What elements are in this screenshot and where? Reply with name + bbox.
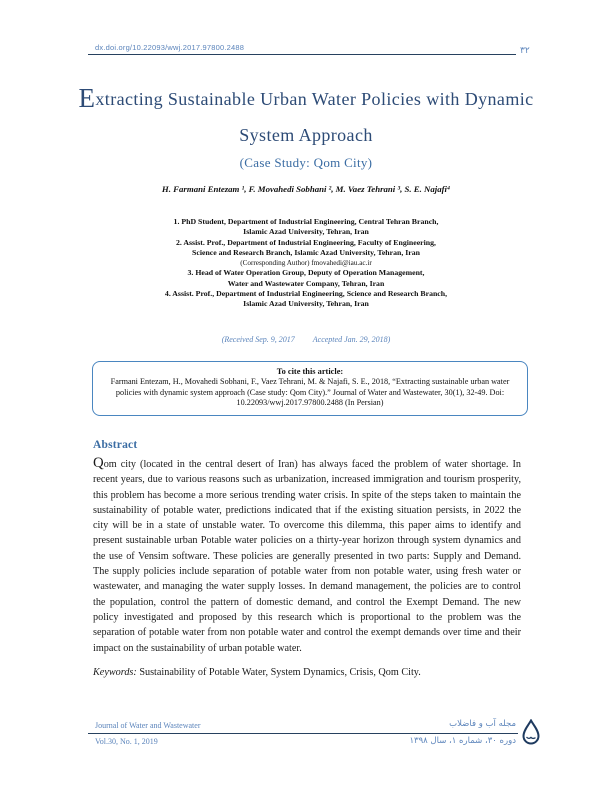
- keywords-text: Sustainability of Potable Water, System Dynamics, Crisis, Qom City.: [139, 666, 421, 678]
- affiliation-line: 1. PhD Student, Department of Industrial Engineering, Central Tehran Branch,: [173, 217, 439, 226]
- keywords: [93, 667, 521, 678]
- title-line2: System Approach: [239, 125, 373, 145]
- affiliation-line: 2. Assist. Prof., Department of Industrial Engineering, Faculty of Engineering,: [176, 237, 436, 247]
- footer-issue-en: Vol.30, No. 1, 2019: [95, 737, 158, 746]
- abstract-heading: Abstract: [93, 439, 138, 451]
- cite-heading: To cite this article:: [276, 367, 344, 376]
- affiliation-line: Islamic Azad University, Tehran, Iran: [243, 299, 369, 309]
- received-date: (Received Sep. 9, 2017: [221, 335, 295, 344]
- title-line1-text: xtracting Sustainable Urban Water Policies with Dynamic: [95, 89, 534, 109]
- journal-logo: [521, 719, 541, 751]
- abstract-dropcap: Q: [93, 455, 104, 471]
- case-study-subtitle: (Case Study: Qom City): [239, 155, 373, 170]
- authors-line: H. Farmani Entezam ¹, F. Movahedi Sobhani ², M. Vaez Tehrani ³, S. E. Najafi⁴: [161, 184, 451, 194]
- affiliation-line: Islamic Azad University, Tehran, Iran: [243, 227, 369, 237]
- received-accepted: [60, 335, 552, 344]
- footer-journal-fa: مجله آب و فاضلاب: [449, 719, 516, 729]
- footer-issue-fa: دوره ۳۰، شماره ۱، سال ۱۳۹۸: [409, 736, 516, 746]
- citation-box: [92, 361, 528, 416]
- doi-link[interactable]: dx.doi.org/10.22093/wwj.2017.97800.2488: [95, 43, 245, 52]
- paper-title: [60, 83, 552, 146]
- cite-body: Farmani Entezam, H., Movahedi Sobhani, F., Vaez Tehrani, M. & Najafi, S. E., 2018, “Extracting sustainable urban water policies with dynamic system approach (Case study: Qom City).” Journal of Water and Wastewater, 30(1), 32-49. Doi: 10.22093/wwj.2017.97800.2488 (In Persian): [110, 377, 510, 408]
- affiliation-line: 4. Assist. Prof., Department of Industrial Engineering, Science and Research Branch,: [164, 289, 448, 299]
- affiliation-line: (Corresponding Author) fmovahedi@iau.ac.ir: [240, 259, 372, 268]
- affiliation-line: Science and Research Branch, Islamic Azad University, Tehran, Iran: [192, 247, 420, 257]
- keywords-label: Keywords:: [93, 666, 137, 678]
- affiliations: [60, 217, 552, 310]
- page-number: ۳۲: [520, 45, 530, 55]
- header-rule: [88, 54, 516, 55]
- footer-rule: [88, 733, 518, 734]
- accepted-date: Accepted Jan. 29, 2018): [312, 335, 391, 344]
- footer-journal-en: Journal of Water and Wastewater: [95, 721, 201, 730]
- abstract-text: [93, 457, 521, 656]
- title-dropcap: E: [78, 83, 96, 113]
- abstract-section: [93, 439, 521, 678]
- title-line1: [60, 83, 552, 113]
- abstract-body-text: om city (located in the central desert of Iran) has always faced the problem of water shortage. In recent years, due to various reasons such as urbanization, increased immigration and tourism prosperity, this problem has become a more serious trending water crisis. In spite of the steps taken to maintain the sustainability of potable water, predictions indicated that if the existing situation persists, in 2022 the city will be in a state of unstable water. To overcome this dilemma, this paper aims to identify and present sustainable urban Potable water policies on a thirty-year horizon through system dynamics and the use of Vensim software. These policies are generally presented in two parts: Supply and Demand. The supply policies include separation of potable water from non potable water, using fresh water or wastewater, and managing the water supply losses. In demand management, the policies are to control the population, control the pattern of domestic demand, and control the Exempt Demand. The new policy investigated and proposed by this research which is proportional to the problem was the separation of potable water from non potable water and control the exempt demands over time and their impact on the sustainability of urban potable water.: [93, 459, 521, 654]
- affiliation-line: Water and Wastewater Company, Tehran, Iran: [227, 278, 385, 288]
- water-drop-icon: [521, 719, 541, 746]
- affiliation-line: 3. Head of Water Operation Group, Deputy of Operation Management,: [187, 268, 425, 278]
